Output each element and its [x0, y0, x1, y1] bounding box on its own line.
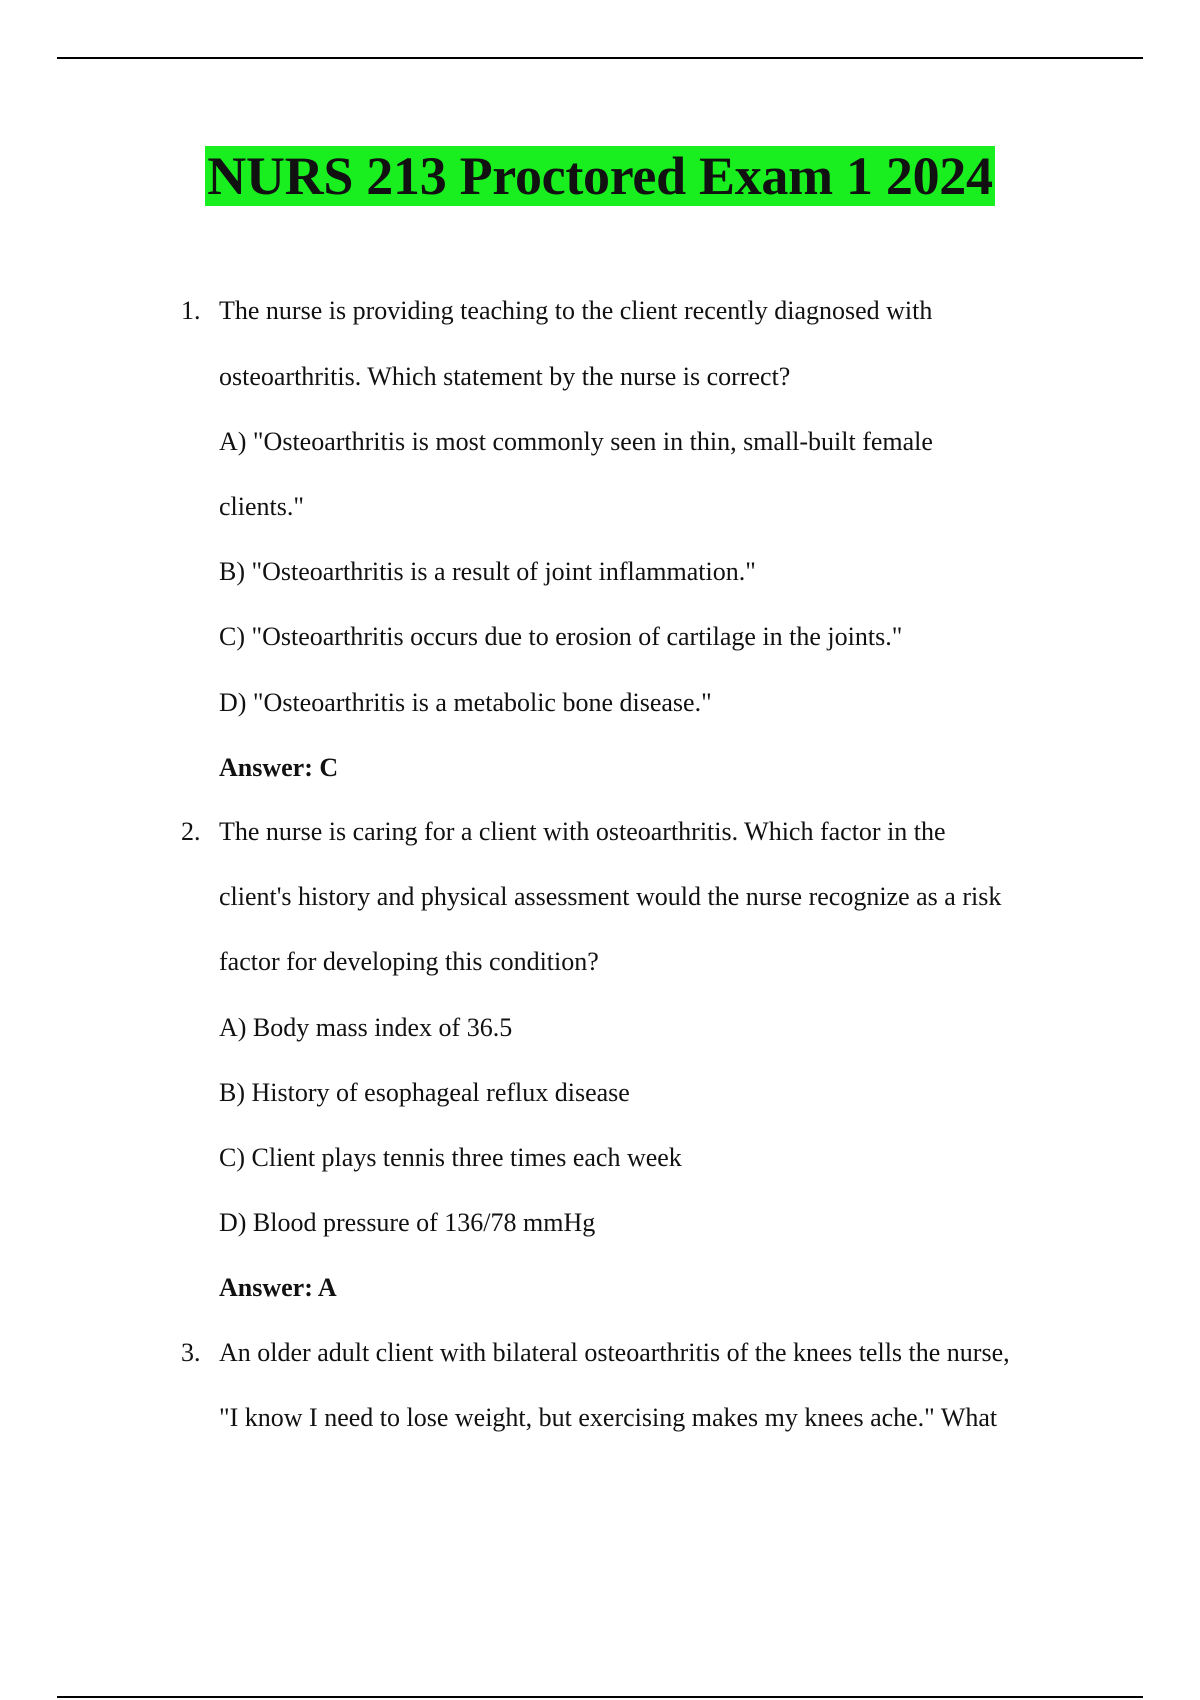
- title-container: [0, 146, 1200, 206]
- answer-option-d: D) "Osteoarthritis is a metabolic bone disease.": [219, 688, 712, 717]
- question-stem-line: factor for developing this condition?: [219, 947, 599, 976]
- question-number: 2.: [181, 817, 201, 846]
- bottom-rule: [57, 1696, 1143, 1698]
- top-rule: [57, 57, 1143, 59]
- answer-option-a-continued: clients.": [219, 492, 304, 521]
- answer-option-c: C) "Osteoarthritis occurs due to erosion of cartilage in the joints.": [219, 622, 903, 651]
- question-number: 3.: [181, 1338, 201, 1367]
- answer-option-b: B) "Osteoarthritis is a result of joint inflammation.": [219, 557, 756, 586]
- question-stem-line: The nurse is caring for a client with osteoarthritis. Which factor in the: [219, 817, 946, 846]
- question-number: 1.: [181, 296, 201, 325]
- answer-option-d: D) Blood pressure of 136/78 mmHg: [219, 1208, 596, 1237]
- question-stem-line: An older adult client with bilateral osteoarthritis of the knees tells the nurse,: [219, 1338, 1010, 1367]
- question-stem-line: client's history and physical assessment would the nurse recognize as a risk: [219, 882, 1002, 911]
- question-stem-line: "I know I need to lose weight, but exercising makes my knees ache." What: [219, 1403, 998, 1432]
- correct-answer: Answer: A: [219, 1273, 337, 1302]
- answer-option-c: C) Client plays tennis three times each week: [219, 1143, 682, 1172]
- document-title: NURS 213 Proctored Exam 1 2024: [207, 146, 993, 206]
- answer-option-a: A) Body mass index of 36.5: [219, 1013, 513, 1042]
- question-stem-line: osteoarthritis. Which statement by the nurse is correct?: [219, 362, 791, 391]
- answer-option-b: B) History of esophageal reflux disease: [219, 1078, 630, 1107]
- question-stem-line: The nurse is providing teaching to the client recently diagnosed with: [219, 296, 933, 325]
- correct-answer: Answer: C: [219, 753, 339, 782]
- answer-option-a: A) "Osteoarthritis is most commonly seen in thin, small-built female: [219, 427, 933, 456]
